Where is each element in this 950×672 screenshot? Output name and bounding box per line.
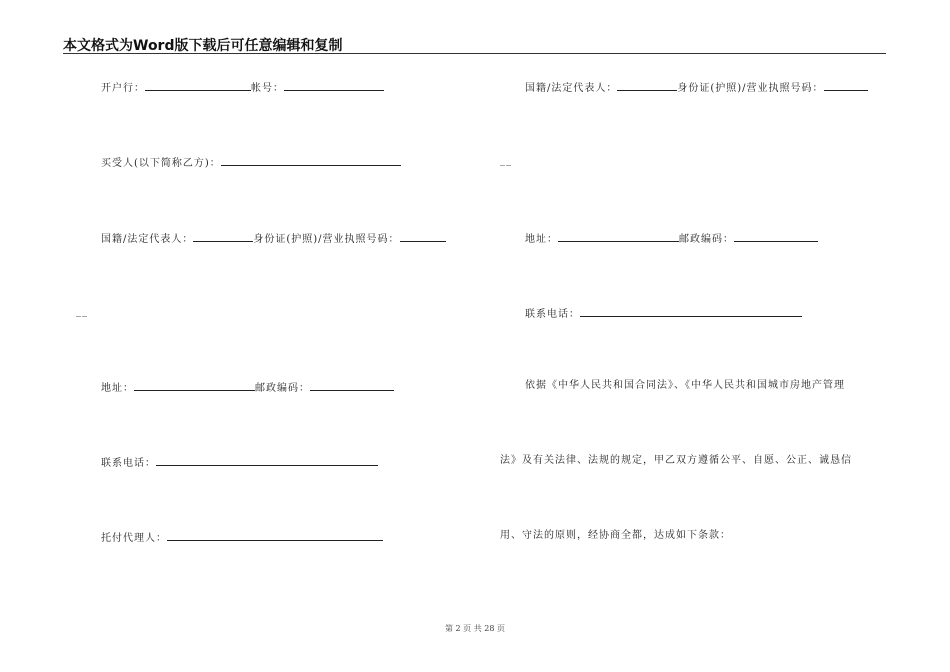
- postcode-field[interactable]: [734, 231, 818, 242]
- phone-field[interactable]: [580, 306, 802, 317]
- address-label: 地址：: [525, 234, 558, 245]
- agent-field[interactable]: [167, 530, 383, 541]
- account-field[interactable]: [284, 80, 384, 91]
- bank-account-line: [101, 80, 384, 95]
- paragraph-line-3: 用、守法的原则，经协商全都，达成如下条款：: [500, 530, 731, 541]
- address-field[interactable]: [558, 231, 679, 242]
- agent-line: [101, 530, 383, 545]
- nationality-field[interactable]: [193, 231, 253, 242]
- bank-label: 开户行：: [101, 83, 145, 94]
- nationality-label: 国籍/法定代表人：: [101, 234, 194, 245]
- buyer-label: 买受人(以下简称乙方)：: [101, 158, 221, 169]
- postcode-field[interactable]: [310, 380, 394, 391]
- seller-representative-line: [525, 80, 868, 95]
- id-label: 身份证(护照)/营业执照号码：: [253, 234, 400, 245]
- postcode-label: 邮政编码：: [679, 234, 734, 245]
- nationality-label: 国籍/法定代表人：: [525, 83, 618, 94]
- nationality-field[interactable]: [617, 80, 677, 91]
- wrap-dash-left: __: [76, 306, 88, 317]
- buyer-phone-line: [101, 455, 378, 470]
- phone-label: 联系电话：: [525, 309, 580, 320]
- id-field[interactable]: [824, 80, 868, 91]
- agent-label: 托付代理人：: [101, 533, 167, 544]
- phone-label: 联系电话：: [101, 458, 156, 469]
- seller-address-line: [525, 231, 818, 246]
- buyer-representative-line: [101, 231, 446, 246]
- buyer-field[interactable]: [221, 155, 401, 166]
- phone-field[interactable]: [156, 455, 378, 466]
- page-header-title: 本文格式为Word版下载后可任意编辑和复制: [63, 38, 343, 54]
- postcode-label: 邮政编码：: [255, 383, 310, 394]
- buyer-line: [101, 155, 401, 170]
- page-number: 第 2 页 共 28 页: [445, 624, 505, 633]
- bank-field[interactable]: [145, 80, 251, 91]
- id-label: 身份证(护照)/营业执照号码：: [677, 83, 824, 94]
- id-field[interactable]: [400, 231, 446, 242]
- buyer-address-line: [101, 380, 394, 395]
- account-label: 帐号：: [251, 83, 284, 94]
- address-field[interactable]: [134, 380, 255, 391]
- paragraph-line-2: 法》及有关法律、法规的规定，甲乙双方遵循公平、自愿、公正、诚恳信: [500, 455, 852, 466]
- address-label: 地址：: [101, 383, 134, 394]
- header-rule: [63, 53, 886, 54]
- wrap-dash-right: __: [500, 155, 512, 166]
- seller-phone-line: [525, 306, 802, 321]
- paragraph-line-1: 依据《中华人民共和国合同法》、《中华人民共和国城市房地产管理: [525, 380, 845, 391]
